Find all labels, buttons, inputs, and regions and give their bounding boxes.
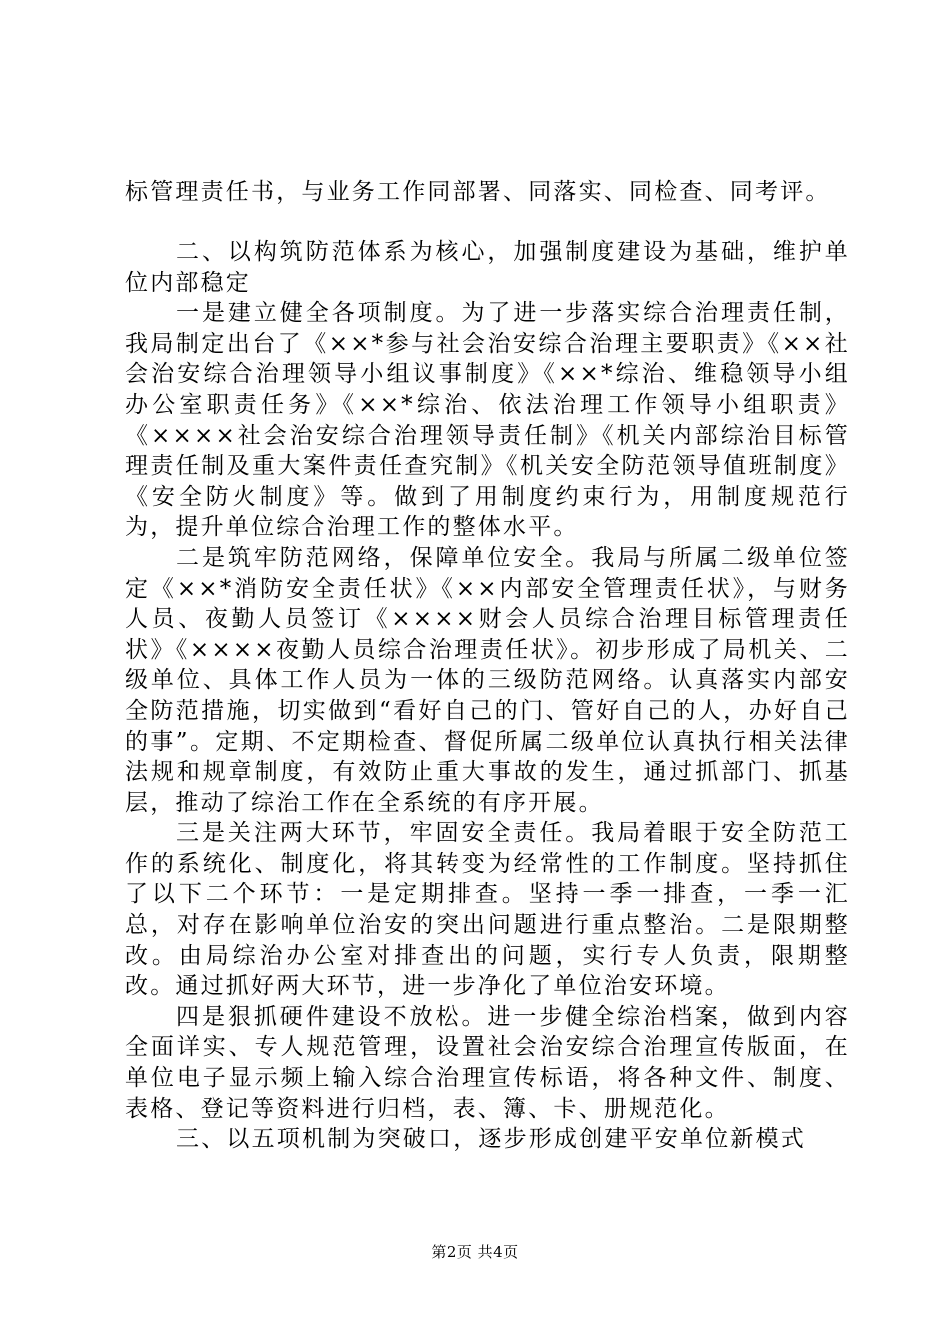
paragraph-item-3: 三是关注两大环节，牢固安全责任。我局着眼于安全防范工作的系统化、制度化，将其转变为经常性的工作制度。坚持抓住了以下二个环节：一是定期排查。坚持一季一排查，一季一汇总，对存在影响单位治安的突出问题进行重点整治。二是限期整改。由局综治办公室对排查出的问题，实行专人负责，限期整改。通过抓好两大环节，进一步净化了单位治安环境。 (125, 820, 850, 1000)
section-heading-2: 二、以构筑防范体系为核心，加强制度建设为基础，维护单位内部稳定 (125, 239, 850, 296)
paragraph-continuation: 标管理责任书，与业务工作同部署、同落实、同检查、同考评。 (125, 179, 831, 205)
section-heading-3: 三、以五项机制为突破口，逐步形成创建平安单位新模式 (176, 1126, 806, 1153)
paragraph-item-2: 二是筑牢防范网络，保障单位安全。我局与所属二级单位签定《××*消防安全责任状》《××内部安全管理责任状》，与财务人员、夜勤人员签订《××××财会人员综合治理目标管理责任状》《××××夜勤人员综合治理责任状》。初步形成了局机关、二级单位、具体工作人员为一体的三级防范网络。认真落实内部安全防范措施，切实做到“看好自己的门、管好自己的人，办好自己的事”。定期、不定期检查、督促所属二级单位认真执行相关法律法规和规章制度，有效防止重大事故的发生，通过抓部门、抓基层，推动了综治工作在全系统的有序开展。 (125, 544, 850, 816)
document-body (125, 237, 850, 1155)
paragraph-item-4: 四是狠抓硬件建设不放松。进一步健全综治档案，做到内容全面详实、专人规范管理，设置社会治安综合治理宣传版面，在单位电子显示频上输入综合治理宣传标语，将各种文件、制度、表格、登记等资料进行归档，表、簿、卡、册规范化。 (125, 1003, 850, 1122)
page-number-label: 第2页 共4页 (431, 1243, 519, 1261)
continuation-paragraph (125, 177, 850, 208)
page-footer (0, 1241, 950, 1262)
paragraph-item-1: 一是建立健全各项制度。为了进一步落实综合治理责任制，我局制定出台了《××*参与社会治安综合治理主要职责》《××社会治安综合治理领导小组议事制度》《××*综治、维稳领导小组办公室职责任务》《××*综治、依法治理工作领导小组职责》《××××社会治安综合治理领导责任制》《机关内部综治目标管理责任制及重大案件责任查究制》《机关安全防范领导值班制度》《安全防火制度》等。做到了用制度约束行为，用制度规范行为，提升单位综合治理工作的整体水平。 (125, 300, 850, 541)
